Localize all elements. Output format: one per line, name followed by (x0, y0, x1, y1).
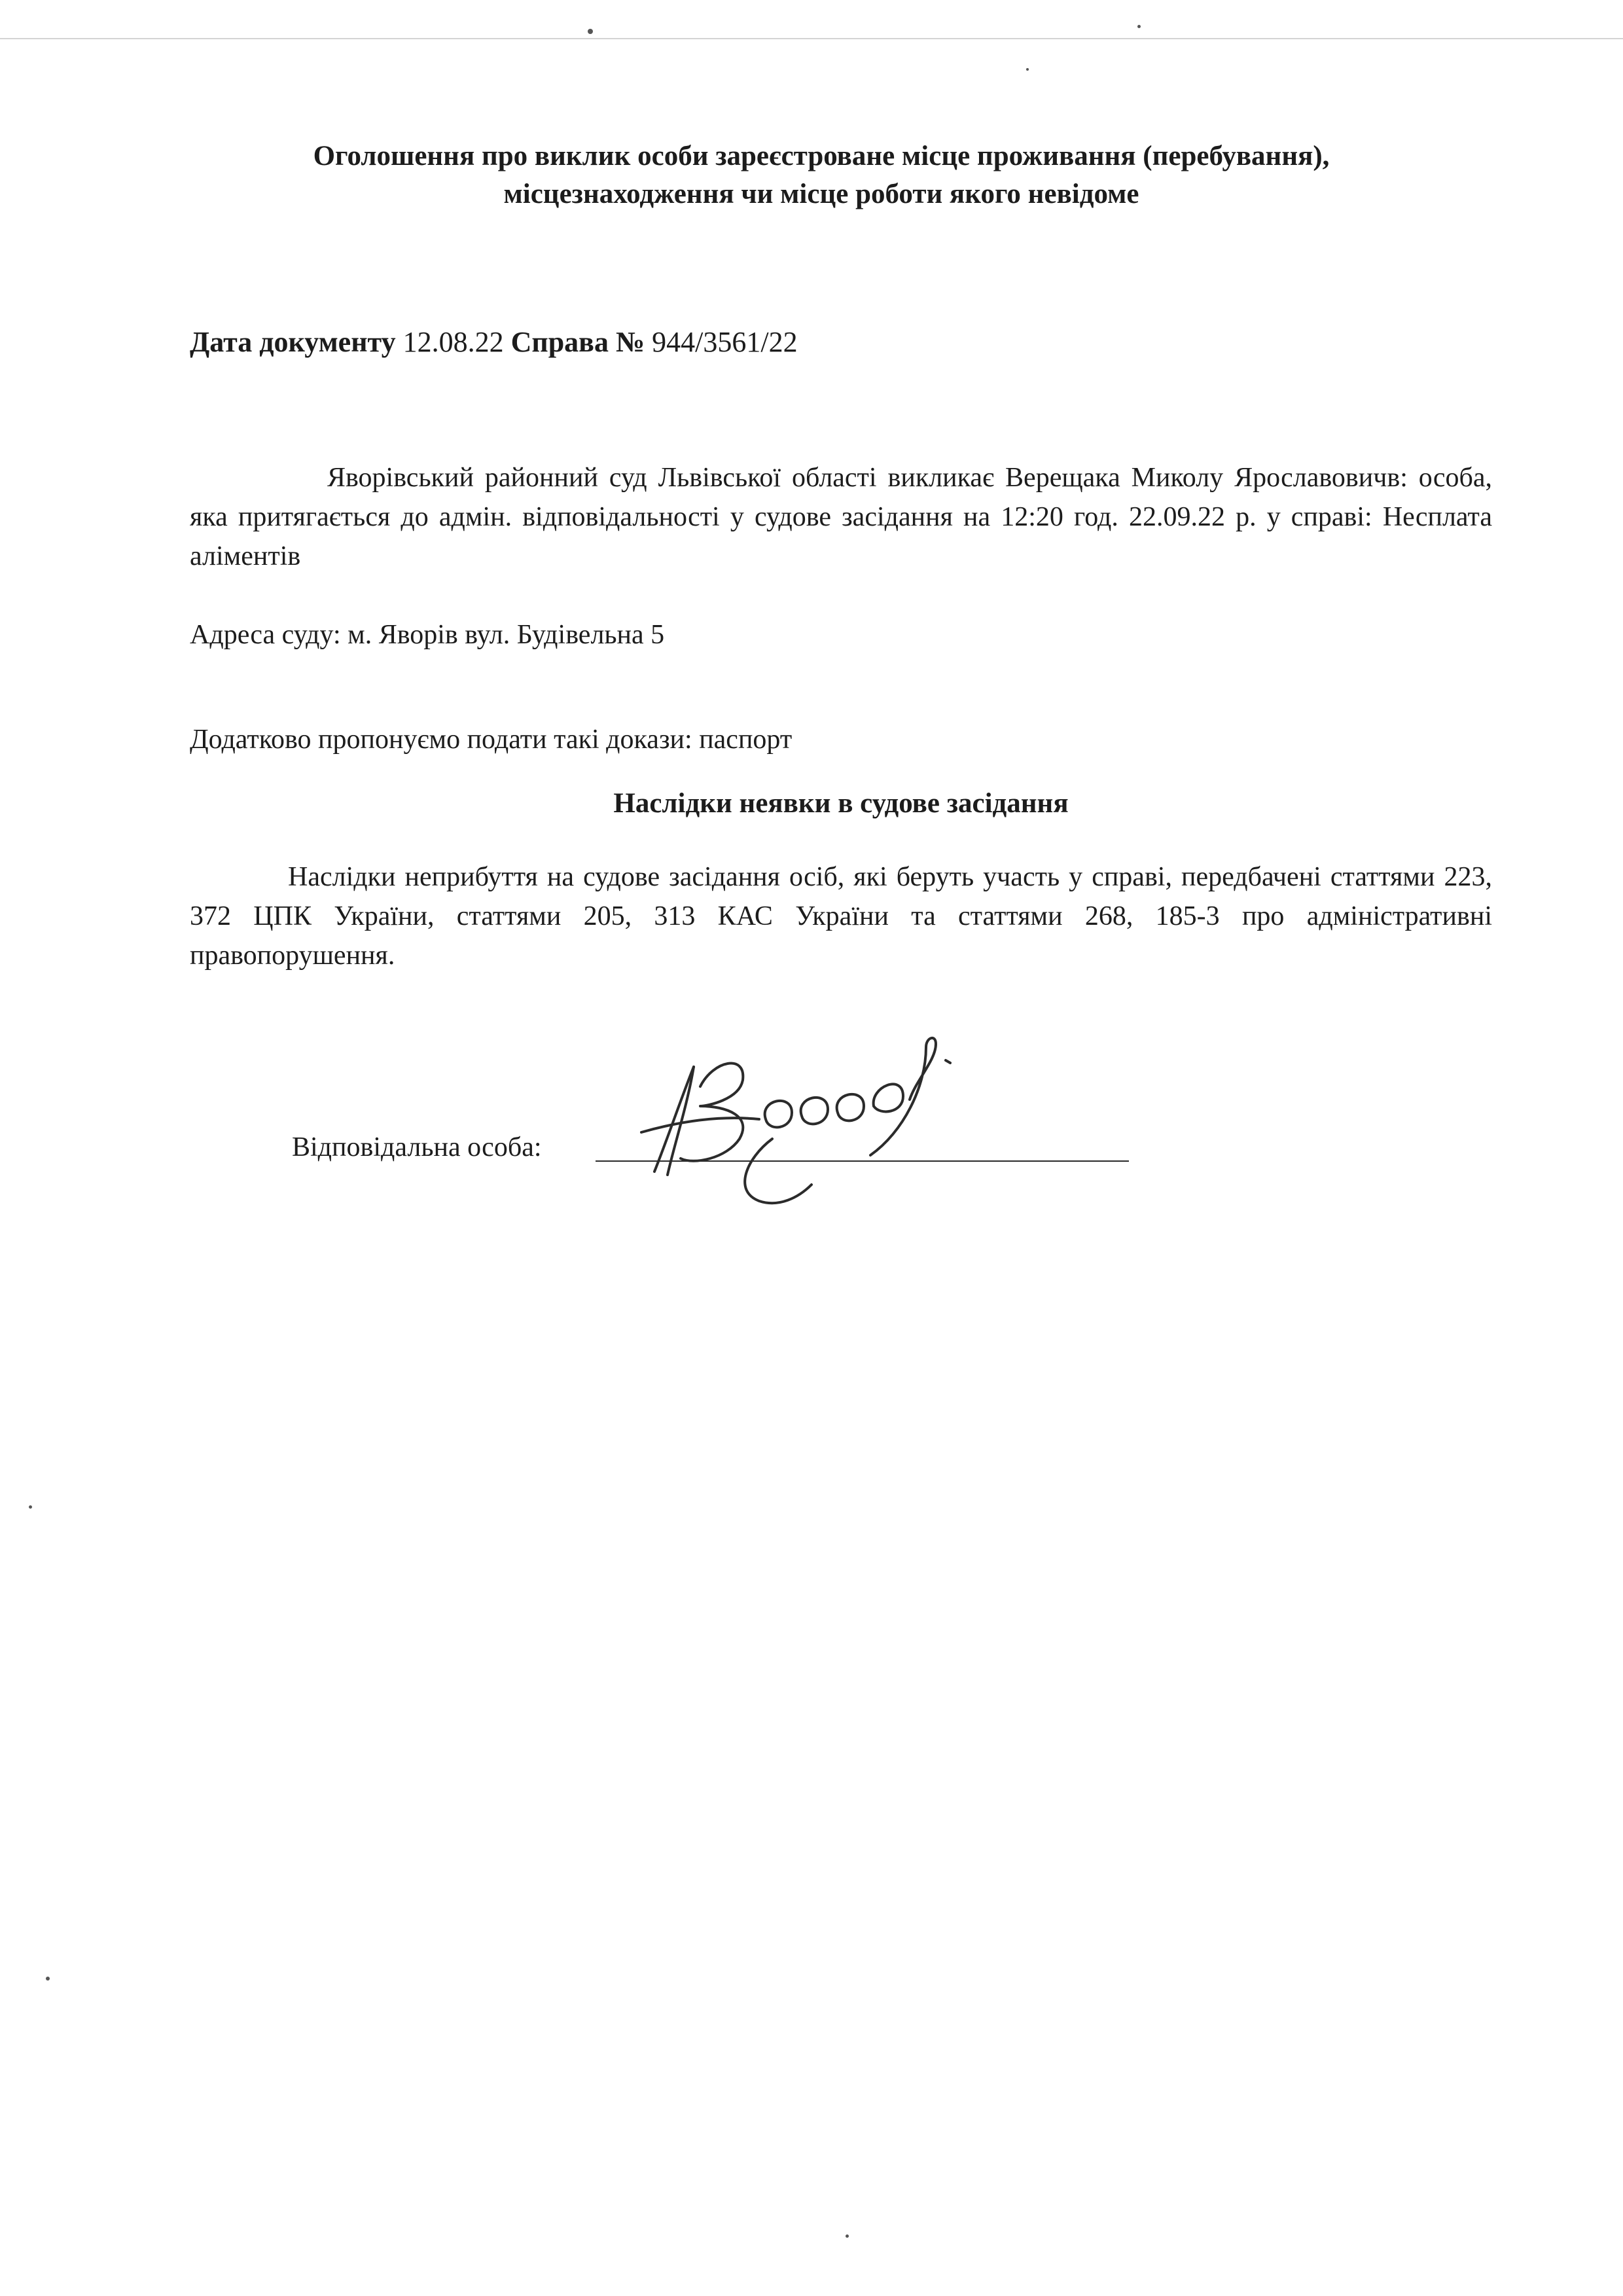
case-label: Справа № (510, 326, 645, 358)
consequences-paragraph: Наслідки неприбуття на судове засідання осіб, які беруть участь у справі, передбачені статтями 223, 372 ЦПК України, статтями 205, 313 КАС України та статтями 268, 185-3 про адміністративні правопорушення. (190, 862, 1492, 971)
responsible-person-label: Відповідальна особа: (292, 1132, 542, 1162)
scan-speck (1137, 25, 1141, 28)
scan-speck (29, 1505, 32, 1509)
scan-speck (46, 1977, 50, 1981)
court-address: Адреса суду: м. Яворів вул. Будівельна 5 (190, 620, 665, 650)
title-line-1: Оголошення про виклик особи зареєстроване місце проживання (перебування), (313, 141, 1330, 171)
page-title (190, 137, 1453, 213)
summons-paragraph: Яворівський районний суд Львівської області викликає Верещака Миколу Ярославовичв: особа, яка притягається до адмін. відповідальності у судове засідання на 12:20 год. 22.09.22 р. у справі: Несплата аліментів (190, 463, 1492, 571)
handwritten-signature (628, 1008, 995, 1217)
case-value: 944/3561/22 (652, 326, 798, 358)
scan-speck (588, 29, 593, 34)
scan-speck (846, 2234, 849, 2238)
title-line-2: місцезнаходження чи місце роботи якого невідоме (503, 179, 1139, 209)
scan-speck (1026, 68, 1029, 71)
date-label: Дата документу (190, 326, 396, 358)
date-value: 12.08.22 (402, 326, 504, 358)
evidence-note: Додатково пропонуємо подати такі докази: паспорт (190, 725, 793, 755)
consequences-heading: Наслідки неявки в судове засідання (613, 788, 1069, 819)
scan-edge-line (0, 38, 1623, 39)
document-meta (190, 324, 798, 361)
